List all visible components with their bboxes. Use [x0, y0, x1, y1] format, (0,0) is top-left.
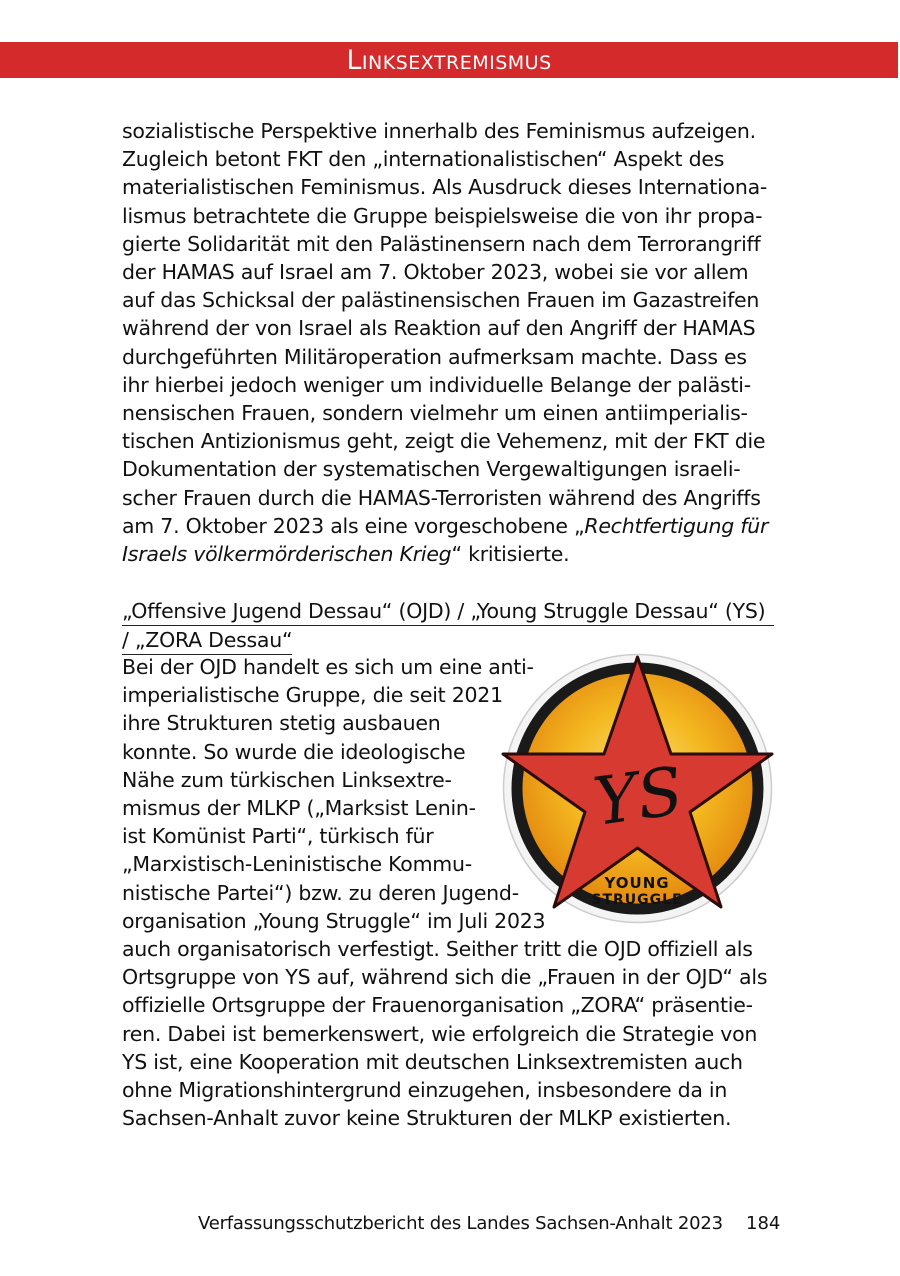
text-line: tischen Antizionismus geht, zeigt die Vehemenz, mit der FKT die — [122, 429, 766, 454]
text-line: ren. Dabei ist bemerkenswert, wie erfolgreich die Strategie von — [122, 1021, 758, 1046]
logo-monogram: YS — [589, 752, 688, 841]
text-line: Bei der OJD handelt es sich um eine anti- — [122, 655, 534, 679]
text-plain: “ kritisierte. — [451, 542, 570, 567]
text-line: ihre Strukturen stetig ausbauen — [122, 711, 441, 736]
chapter-title: Linksextremismus — [346, 45, 552, 76]
section-heading — [122, 597, 774, 655]
text-plain: am 7. Oktober 2023 als eine vorgeschobene „ — [122, 513, 585, 538]
text-line: auch organisatorisch verfestigt. Seither tritt die OJD offiziell als — [122, 937, 753, 961]
text-line: Nähe zum türkischen Linksextre- — [122, 767, 452, 792]
text-line: nensischen Frauen, sondern vielmehr um einen antiimperialis- — [122, 401, 748, 426]
text-line: konnte. So wurde die ideologische — [122, 739, 466, 764]
text-line: auf das Schicksal der palästinensischen Frauen im Gazastreifen — [122, 288, 760, 313]
text-line: mismus der MLKP („Marksist Lenin- — [122, 796, 476, 821]
text-line: Dokumentation der systematischen Vergewaltigungen israeli- — [122, 457, 741, 482]
paragraph-feminism — [122, 117, 782, 568]
text-line: ist Komünist Parti“, türkisch für — [122, 824, 434, 849]
text-line-quote-start — [122, 512, 782, 540]
text-line: materialistischen Feminismus. Als Ausdruck dieses Internationa- — [122, 175, 768, 200]
text-line: Ortsgruppe von YS auf, während sich die „Frauen in der OJD“ als — [122, 965, 768, 990]
logo-text-young: YOUNG — [604, 874, 670, 892]
text-line: imperialistische Gruppe, die seit 2021 — [122, 683, 503, 708]
text-line: lismus betrachtete die Gruppe beispielsweise die von ihr propa- — [122, 203, 763, 228]
heading-line: / „ZORA Dessau“ — [122, 626, 292, 655]
text-line: YS ist, eine Kooperation mit deutschen Linksextremisten auch — [122, 1049, 743, 1074]
paragraph-ojd-continued — [122, 935, 782, 1132]
text-line: nistische Partei“) bzw. zu deren Jugend- — [122, 880, 519, 905]
text-line: durchgeführten Militäroperation aufmerksam machte. Dass es — [122, 344, 747, 369]
text-line: sozialistische Perspektive innerhalb des Feminismus aufzeigen. — [122, 119, 756, 143]
text-line: der HAMAS auf Israel am 7. Oktober 2023, wobei sie vor allem — [122, 260, 749, 285]
text-line-quote-end — [122, 540, 782, 568]
text-line: während der von Israel als Reaktion auf den Angriff der HAMAS — [122, 316, 756, 341]
page-number: 184 — [746, 1213, 781, 1234]
text-line: gierte Solidarität mit den Palästinensern nach dem Terrorangriff — [122, 231, 761, 256]
text-line: organisation „Young Struggle“ im Juli 2023 — [122, 908, 546, 933]
text-line: Sachsen-Anhalt zuvor keine Strukturen der MLKP existierten. — [122, 1106, 732, 1131]
footer-publication: Verfassungsschutzbericht des Landes Sachsen-Anhalt 2023 — [198, 1213, 723, 1234]
text-line: offizielle Ortsgruppe der Frauenorganisation „ZORA“ präsentie- — [122, 993, 753, 1018]
text-line: ihr hierbei jedoch weniger um individuelle Belange der palästi- — [122, 372, 751, 397]
text-line: ohne Migrationshintergrund einzugehen, insbesondere da in — [122, 1078, 728, 1103]
quote-italic: Israels völkermörderischen Krieg — [122, 542, 452, 567]
logo-text-struggle: STRUGGLE — [591, 892, 683, 908]
header-band — [0, 42, 898, 78]
heading-line: „Offensive Jugend Dessau“ (OJD) / „Young Struggle Dessau“ (YS) — [122, 597, 774, 626]
young-struggle-logo — [500, 651, 775, 926]
text-line: „Marxistisch-Leninistische Kommu- — [122, 852, 472, 877]
text-line: Zugleich betont FKT den „internationalistischen“ Aspekt des — [122, 147, 725, 172]
text-line: scher Frauen durch die HAMAS-Terroristen während des Angriffs — [122, 485, 761, 510]
quote-italic: Rechtfertigung für — [584, 513, 769, 538]
